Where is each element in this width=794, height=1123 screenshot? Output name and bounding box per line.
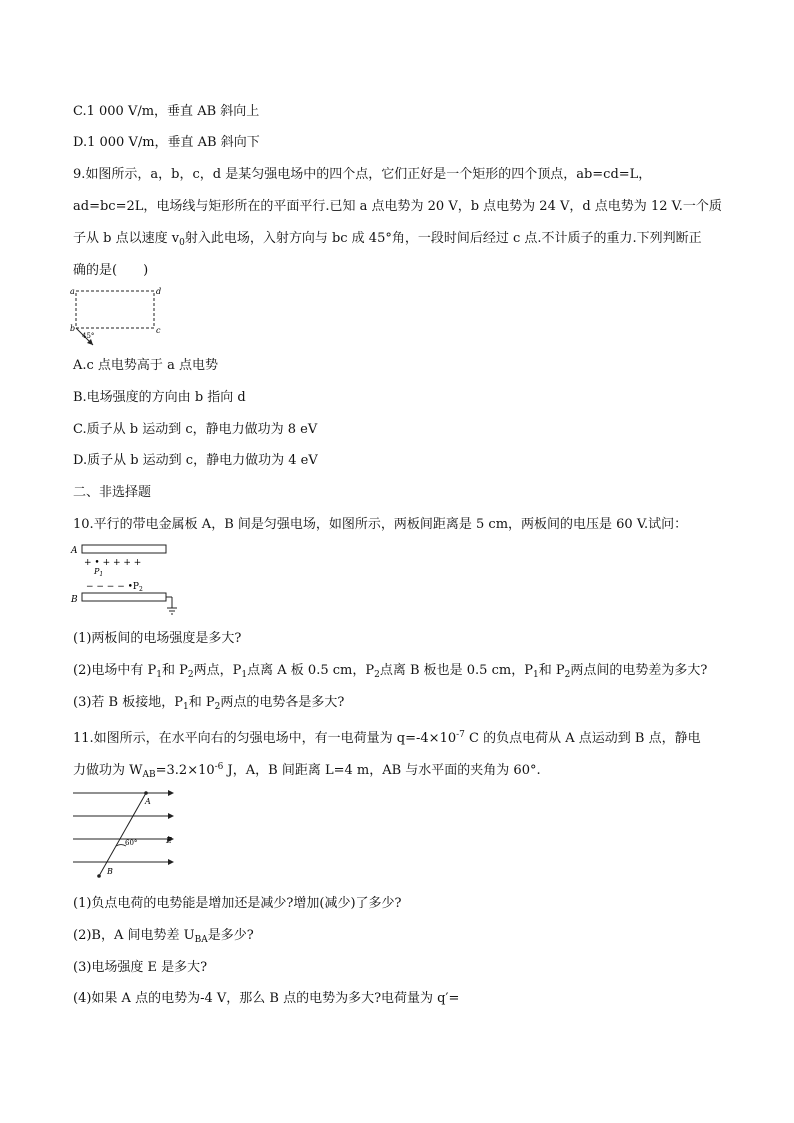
q9-line3-b: 射入此电场，入射方向与 bc 成 45°角，一段时间后经过 c 点.不计质子的重力.下列判断正 — [184, 231, 702, 246]
q10-sub2-s4: 2 — [374, 670, 380, 680]
q10-sub2-s6: 2 — [564, 670, 571, 680]
q11-line1-a: 11.如图所示，在水平向右的匀强电场中，有一电荷量为 q=-4×10 — [73, 731, 457, 746]
q10-sub2-f: 和 P — [538, 663, 565, 678]
fig9-a: a — [70, 287, 75, 296]
q11-sub4: (4)如果 A 点的电势为-4 V，那么 B 点的电势为多大?电荷量为 q′= — [73, 991, 460, 1006]
q10-line1: 10.平行的带电金属板 A，B 间是匀强电场，如图所示，两板间距离是 5 cm，两板间的电压是 60 V.试问： — [73, 517, 688, 532]
q9-option-b: B.电场强度的方向由 b 指向 d — [73, 390, 246, 405]
q11-sub2 — [73, 926, 254, 950]
q10-sub3-c: 两点的电势各是多大? — [220, 695, 345, 710]
fig11-angle: 60° — [125, 839, 138, 847]
fig9-b: b — [70, 324, 76, 333]
q10-sub2-s2: 2 — [187, 670, 194, 680]
q11-line2-sup: -6 — [214, 762, 224, 772]
fig11-b-label: B — [107, 867, 113, 876]
q11-sub2-a: (2)B，A 间电势差 U — [73, 928, 195, 943]
q11-line1-sup: -7 — [456, 730, 465, 740]
q10-sub2-e: 点离 B 板也是 0.5 cm，P — [379, 663, 533, 678]
q10-sub2-a: (2)电场中有 P — [73, 663, 157, 678]
q10-sub2-c: 两点，P — [193, 663, 242, 678]
fig9-c: c — [156, 326, 161, 335]
q10-sub2 — [73, 661, 707, 685]
fig11-e-label: E — [166, 836, 172, 845]
q11-figure — [68, 785, 183, 885]
q10-sub3 — [73, 693, 344, 717]
q11-sub2-b: 是多少? — [207, 928, 254, 943]
q9-line4: 确的是( ) — [73, 263, 149, 278]
option-d-prev: D.1 000 V/m，垂直 AB 斜向下 — [73, 135, 260, 150]
q11-line2-sub: AB — [142, 770, 156, 780]
q10-sub2-s1: 1 — [156, 670, 163, 680]
q11-line2-b: =3.2×10 — [155, 763, 215, 778]
q10-sub2-g: 两点间的电势差为多大? — [570, 663, 708, 678]
fig9-angle: 45° — [82, 332, 95, 340]
q10-figure — [68, 538, 188, 618]
fig10-p1-label: $P_1$ — [94, 567, 104, 578]
q9-line2: ad=bc=2L，电场线与矩形所在的平面平行.已知 a 点电势为 20 V，b 点电势为 24 V，d 点电势为 12 V.一个质 — [73, 199, 722, 214]
q11-line1 — [73, 725, 701, 749]
q11-sub1: (1)负点电荷的电势能是增加还是减少?增加(减少)了多少? — [73, 896, 402, 911]
q11-sub2-sub: BA — [194, 935, 208, 945]
q10-sub3-s2: 2 — [214, 702, 221, 712]
fig9-d: d — [156, 287, 162, 296]
q9-option-c: C.质子从 b 运动到 c，静电力做功为 8 eV — [73, 422, 318, 437]
q10-sub1: (1)两板间的电场强度是多大? — [73, 631, 242, 646]
q11-line1-b: C 的负点电荷从 A 点运动到 B 点，静电 — [464, 731, 701, 746]
q9-line3 — [73, 229, 702, 253]
fig11-a-label: A — [145, 797, 151, 806]
q9-option-a: A.c 点电势高于 a 点电势 — [73, 358, 218, 373]
q9-line3-sub: 0 — [179, 238, 185, 248]
q11-line2 — [73, 757, 541, 785]
fig10-plate-a-label: A — [71, 546, 78, 556]
q10-sub2-d: 点离 A 板 0.5 cm，P — [247, 663, 375, 678]
q9-figure — [68, 283, 168, 351]
q11-line2-c: J，A，B 间距离 L=4 m，AB 与水平面的夹角为 60°. — [223, 763, 541, 778]
q10-sub2-b: 和 P — [162, 663, 188, 678]
fig10-plate-b-label: B — [71, 595, 78, 605]
q9-line3-a: 子从 b 点以速度 v — [73, 231, 180, 246]
q10-sub3-b: 和 P — [188, 695, 215, 710]
q10-sub2-s5: 1 — [532, 670, 539, 680]
fig10-minus-row: − − − − $•P_2$ — [86, 582, 143, 593]
q9-line1: 9.如图所示，a，b，c，d 是某匀强电场中的四个点，它们正好是一个矩形的四个顶点，ab=cd=L， — [73, 167, 652, 182]
q10-sub3-a: (3)若 B 板接地，P — [73, 695, 183, 710]
q10-sub3-s1: 1 — [182, 702, 189, 712]
q9-option-d: D.质子从 b 运动到 c，静电力做功为 4 eV — [73, 453, 318, 468]
q11-line2-a: 力做功为 W — [73, 763, 143, 778]
section-heading: 二、非选择题 — [73, 485, 152, 500]
option-c-prev: C.1 000 V/m，垂直 AB 斜向上 — [73, 104, 260, 119]
q10-sub2-s3: 1 — [241, 670, 248, 680]
fig10-plus-row: + • + + + + — [84, 558, 142, 568]
q11-sub3: (3)电场强度 E 是多大? — [73, 960, 208, 975]
